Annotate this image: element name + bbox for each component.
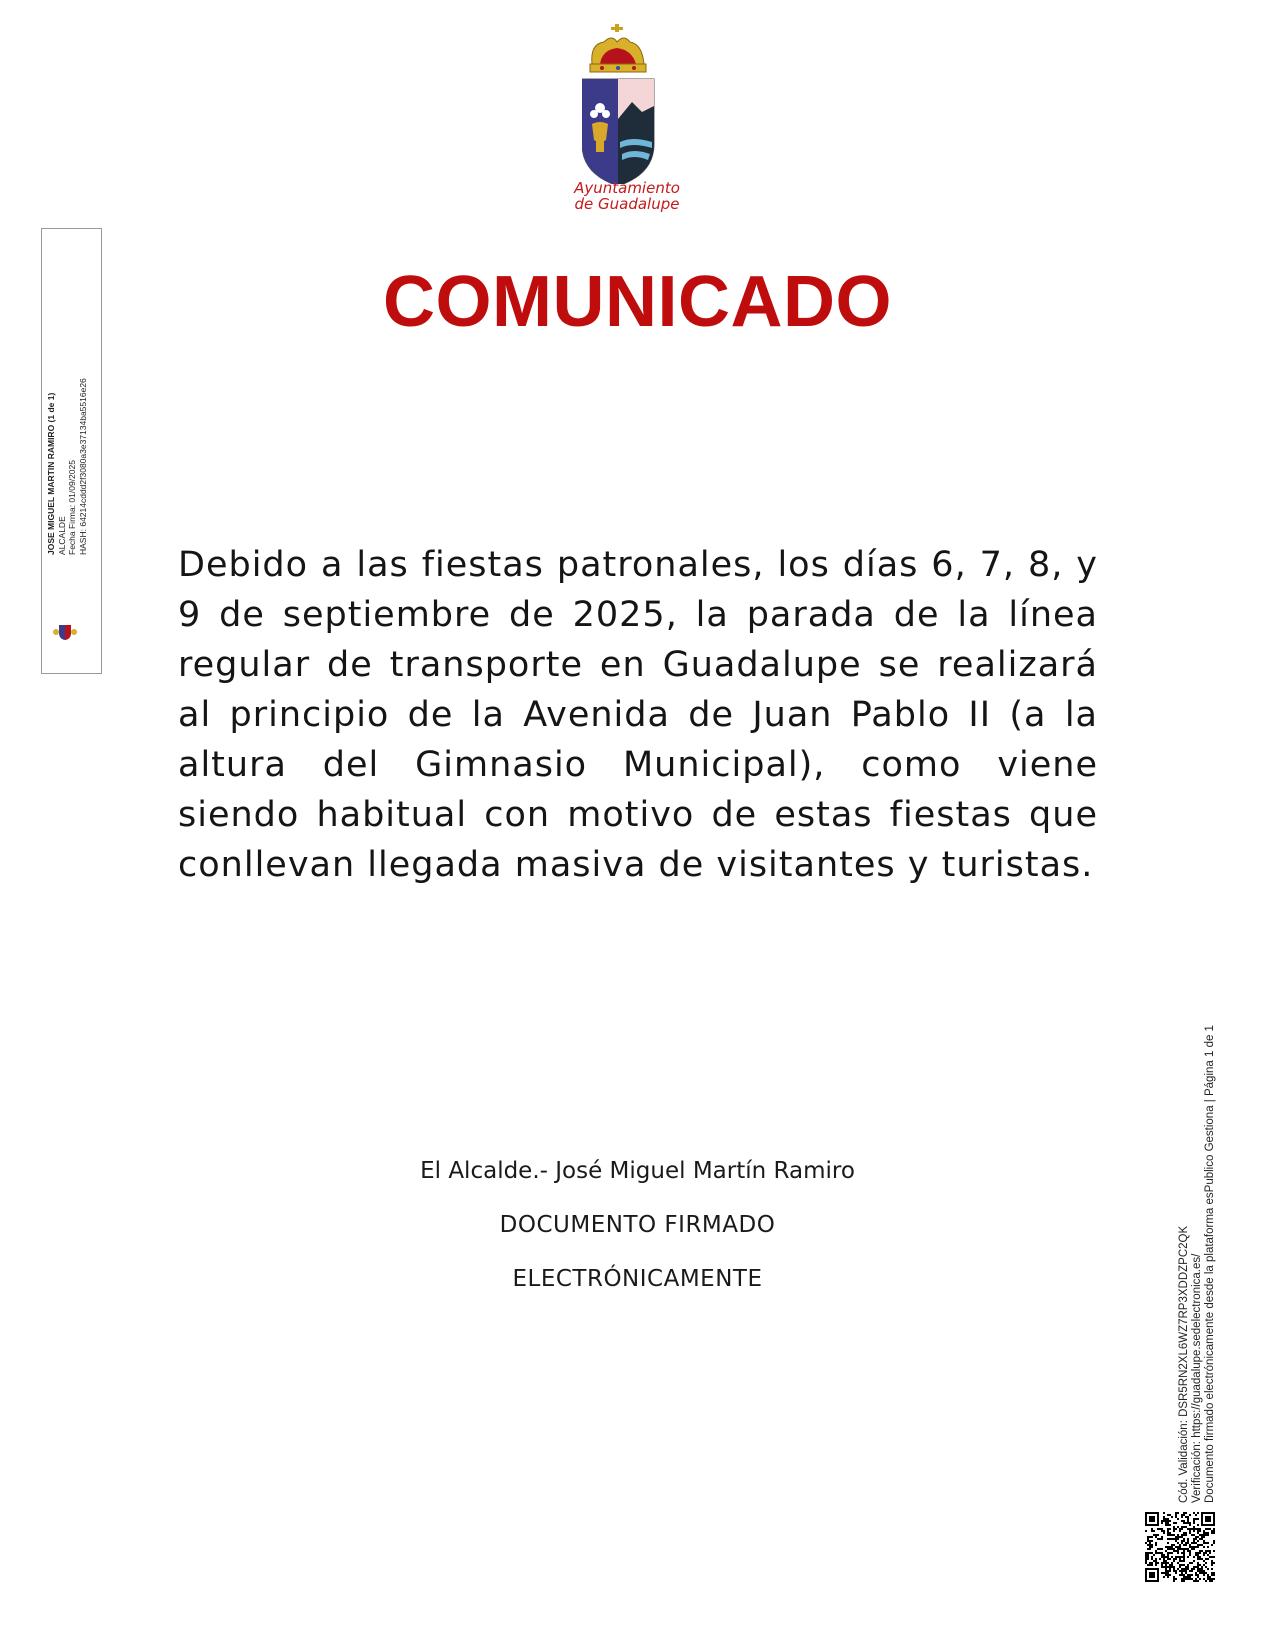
page-title: COMUNICADO xyxy=(383,262,892,342)
validation-text xyxy=(1178,943,1217,1503)
stamp-hash: HASH: 64214cddd2f3080a3e37134ba5516e26 xyxy=(77,378,88,555)
validation-code: Cód. Validación: DSR5RN2XL6WZ7RP3XDDZPC2QK xyxy=(1178,1225,1190,1503)
qr-code-icon xyxy=(1145,1512,1215,1582)
body-paragraph: Debido a las fiestas patronales, los días 6, 7, 8, y 9 de septiembre de 2025, la parada de la línea regular de transporte en Guadalupe se realizará al principio de la Avenida de Juan Pablo II (a la altura del Gimnasio Municipal), como viene siendo habitual con motivo de estas fiestas que conllevan llegada masiva de visitantes y turistas. xyxy=(178,545,1098,885)
stamp-seal-icon xyxy=(51,621,79,641)
signature-line-3: ELECTRÓNICAMENTE xyxy=(512,1266,763,1292)
coat-of-arms-icon xyxy=(582,24,672,184)
stamp-signer: JOSE MIGUEL MARTIN RAMIRO (1 de 1) xyxy=(46,392,56,555)
logo-line-2: de Guadalupe xyxy=(574,195,680,213)
logo-line-1: Ayuntamiento xyxy=(574,179,680,197)
stamp-text xyxy=(46,255,88,555)
signature-line-2: DOCUMENTO FIRMADO xyxy=(499,1212,776,1238)
stamp-role: ALCALDE xyxy=(56,516,67,555)
validation-url: Verificación: https://guadalupe.sedelectronica.es/ xyxy=(1191,1253,1203,1503)
stamp-date: Fecha Firma: 01/09/2025 xyxy=(67,460,77,555)
logo-text xyxy=(520,180,734,212)
validation-note: Documento firmado electrónicamente desde la plataforma esPublico Gestiona | Página 1 de 1 xyxy=(1204,1025,1216,1503)
signature-name: El Alcalde.- José Miguel Martín Ramiro xyxy=(420,1158,855,1184)
